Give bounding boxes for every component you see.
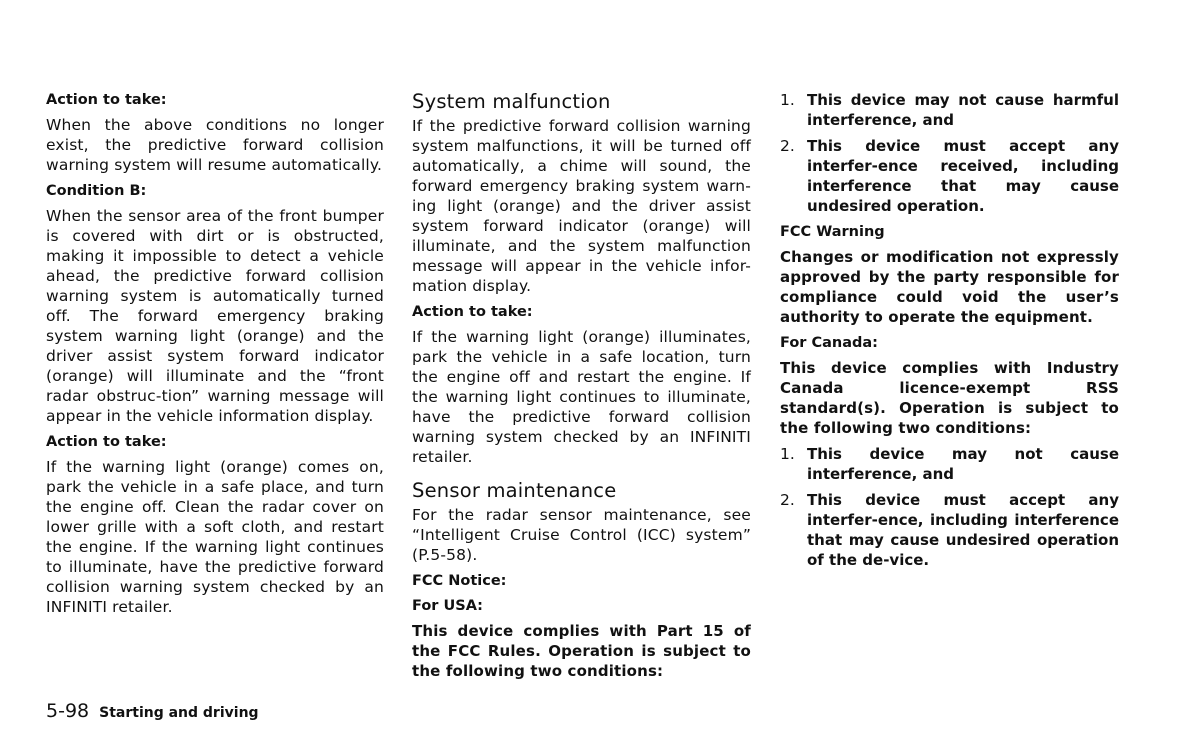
section-title-sensor-maintenance: Sensor maintenance: [412, 479, 617, 502]
list-item: [780, 490, 1119, 570]
page-footer: [46, 700, 259, 722]
column-middle: [412, 90, 751, 687]
paragraph: When the sensor area of the front bumper is covered with dirt or is obstructed, making it impossible to detect a vehicle ahead, the predictive forward collision warning system is automatically turned off. The forward emergency braking system warning light (orange) and the driver assist system forward indicator (orange) will illuminate and the “front radar obstruc-tion” warning message will appear in the vehicle information display.: [46, 207, 384, 425]
paragraph: If the predictive forward collision warning system malfunctions, it will be turned off automatically, a chime will sound, the forward emergency braking system warn-ing light (orange) and the driver assist system forward indicator (orange) will illuminate, and the system malfunction message will appear in the vehicle infor-mation display.: [412, 117, 751, 295]
paragraph: If the warning light (orange) comes on, park the vehicle in a safe place, and turn the engine off. Clean the radar cover on lower grille with a soft cloth, and restart the engine. If the warning light continues to illuminate, have the predictive forward collision warning system checked by an INFINITI retailer.: [46, 458, 384, 616]
chapter-title: Starting and driving: [99, 705, 259, 721]
paragraph-bold: This device complies with Industry Canada licence-exempt RSS standard(s). Operation is subject to the following two conditions:: [780, 359, 1119, 437]
action-heading: Action to take:: [412, 304, 533, 320]
action-heading: Action to take:: [46, 92, 167, 108]
paragraph: If the warning light (orange) illuminates, park the vehicle in a safe location, turn the engine off and restart the engine. If the warning light continues to illuminate, have the predictive forward collision warning system checked by an INFINITI retailer.: [412, 328, 751, 466]
list-item: [780, 444, 1119, 484]
fcc-notice-heading: FCC Notice:: [412, 573, 507, 589]
action-heading: Action to take:: [46, 434, 167, 450]
for-usa-heading: For USA:: [412, 598, 483, 614]
for-canada-heading: For Canada:: [780, 335, 878, 351]
paragraph-bold: Changes or modification not expressly approved by the party responsible for compliance could void the user’s authority to operate the equipment.: [780, 248, 1119, 326]
section-title-system-malfunction: System malfunction: [412, 90, 611, 113]
list-item: [780, 90, 1119, 130]
list-text: This device may not cause interference, and: [807, 445, 1119, 483]
condition-b-heading: Condition B:: [46, 183, 147, 199]
column-right: [780, 90, 1119, 576]
paragraph-bold: This device complies with Part 15 of the FCC Rules. Operation is subject to the following two conditions:: [412, 622, 751, 680]
paragraph: For the radar sensor maintenance, see “Intelligent Cruise Control (ICC) system” (P.5-58).: [412, 506, 751, 564]
paragraph: When the above conditions no longer exist, the predictive forward collision warning system will resume automatically.: [46, 116, 384, 174]
list-text: This device may not cause harmful interference, and: [807, 91, 1119, 129]
list-number: 2.: [780, 491, 795, 509]
column-left: [46, 90, 384, 623]
list-number: 1.: [780, 91, 795, 109]
fcc-warning-heading: FCC Warning: [780, 224, 885, 240]
list-text: This device must accept any interfer-ence received, including interference that may cause undesired operation.: [807, 137, 1119, 215]
list-text: This device must accept any interfer-ence, including interference that may cause undesired operation of the de-vice.: [807, 491, 1119, 569]
list-number: 1.: [780, 445, 795, 463]
page-number: 5-98: [46, 700, 90, 722]
list-item: [780, 136, 1119, 216]
list-number: 2.: [780, 137, 795, 155]
